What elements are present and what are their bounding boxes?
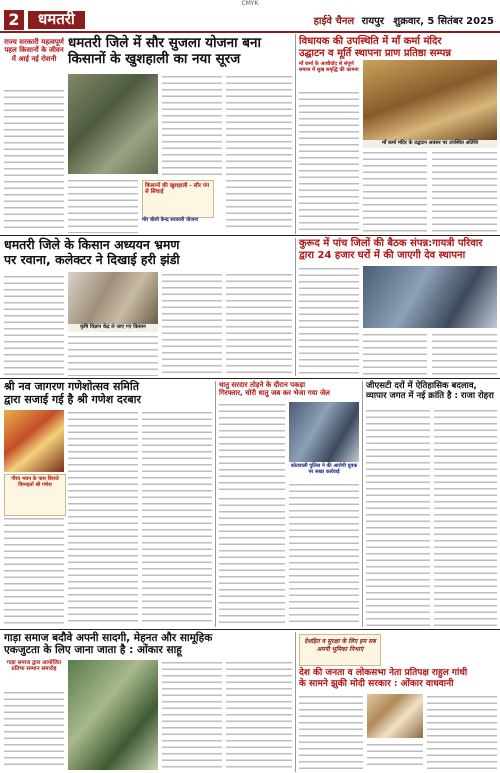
- column-divider: [295, 238, 296, 376]
- story2-headline-line2: उद्घाटन व मूर्ति स्थापना प्राण प्रतिष्ठा सम्पन्न: [299, 47, 452, 59]
- story6-headline-line2: गिरफ्तार, चोरी धातु जब कर भेजा गया जेल: [219, 389, 330, 398]
- story5-body-col1: [4, 516, 64, 626]
- story9-photo: [367, 694, 423, 738]
- story5-caption-box: [4, 474, 66, 516]
- story5-body-col3: [142, 410, 212, 626]
- story6-photo: [289, 402, 359, 462]
- story2-photo-caption: माँ कर्मा मंदिर के उद्घाटन अवसर पर उपस्थित अतिथि: [363, 140, 497, 148]
- issue-date: शुक्रवार, 5 सितंबर 2025: [393, 16, 494, 27]
- city-name: रायपुर: [361, 16, 384, 27]
- section-separator: [0, 378, 500, 379]
- story6-headline: [219, 381, 359, 398]
- story1-body-col4: [226, 74, 292, 232]
- channel-name: हाईवे चैनल: [313, 16, 355, 27]
- story5-photo: [4, 410, 64, 472]
- story4-headline-line2: द्वारा 24 हजार घरों में की जाएगी देव स्थापना: [299, 249, 466, 261]
- story3-headline-line2: पर रवाना, कलेक्टर ने दिखाई हरी झंडी: [4, 251, 180, 267]
- story8-body-col1: [4, 690, 64, 770]
- story5-headline-line2: द्वारा सजाई गई है श्री गणेश दरबार: [4, 392, 142, 406]
- story6-body-col2: [219, 496, 285, 626]
- story3-headline: [4, 238, 296, 268]
- story1-headline-line1: धमतरी जिले में सौर सुजला योजना बना: [68, 35, 261, 51]
- story3-body-col1: [4, 274, 64, 376]
- story5-headline: [4, 381, 214, 407]
- story9-body-col3: [427, 694, 497, 770]
- column-divider: [295, 34, 296, 234]
- story8-body-col3: [226, 660, 292, 770]
- story7-headline-line2: व्यापार जगत में नई क्रांति है : राजा रोहरा: [366, 391, 494, 402]
- story5-headline-line1: श्री नव जागरण गणेशोत्सव समिति: [4, 380, 139, 393]
- story9-headline-line2: के सामने झुकी मोदी सरकार : ओंकार वाधवानी: [299, 678, 454, 689]
- section-title: धमतरी: [28, 11, 85, 29]
- story8-quote: देशहित व सुरक्षा के लिए हम सब अपनी भूमिका निभाएं: [304, 638, 376, 653]
- story6-body-col1: [219, 402, 285, 492]
- story1-headline: [68, 36, 290, 68]
- story1-photo-caption: किसानों की खुशहाली - सौर पंप से सिंचाई: [145, 183, 210, 196]
- column-divider: [215, 381, 216, 627]
- story6-photo-caption: कोतवाली पुलिस ने की आरोपी युवक पर सख्त कार्रवाई: [290, 463, 358, 475]
- color-registration-mark: CMYK: [241, 0, 259, 7]
- story4-headline-line1: कुरूद में पांच जिलों की बैठक संपन्न:गायत्री परिवार: [299, 238, 483, 249]
- story1-body-col1: [4, 88, 64, 230]
- story3-photo-caption: कृषि विज्ञान केंद्र ले जाए गए किसान: [68, 324, 158, 332]
- story9-headline-line1: देश की जनता व लोकसभा नेता प्रतिपक्ष राहुल गांधी: [299, 668, 468, 678]
- story8-photo: [68, 660, 158, 770]
- column-divider: [362, 381, 363, 627]
- story2-headline: [299, 36, 497, 60]
- story1-body-col3: [162, 74, 222, 178]
- story4-headline: [299, 238, 497, 262]
- masthead-info: [314, 13, 494, 27]
- story2-body-col2: [363, 150, 427, 232]
- story8-kicker: गाड़ा समाज द्वारा आयोजित प्रतिभा सम्मान समारोह: [6, 660, 62, 673]
- story1-photo: [68, 74, 158, 174]
- story8-headline-line1: गाड़ा समाज बदौवे अपनी सादगी, मेहनत और सामूहिक: [4, 632, 213, 644]
- story2-bullets: माँ कर्मा के आशीर्वाद से संपूर्ण समाज में सुख समृद्धि की कामना: [299, 61, 359, 73]
- story7-body-col1: [366, 408, 430, 626]
- story3-body-col2: [68, 334, 158, 376]
- story5-caption: गौरव भवन के पास विराजे विघ्नहर्ता श्री गणेश: [11, 476, 59, 488]
- story5-body-col2: [68, 410, 138, 626]
- story2-headline-line1: विधायक की उपस्थिति में माँ कर्मा मंदिर: [299, 36, 442, 47]
- story3-body-col4: [226, 272, 292, 376]
- story4-body-col3: [432, 332, 497, 376]
- story7-headline-line1: जीएसटी दरों में ऐतिहासिक बदलाव,: [366, 381, 477, 391]
- story9-body-col1: [299, 694, 363, 770]
- story7-headline: [366, 381, 498, 401]
- story6-headline-line1: धातु सरदार तोड़ने के दौरान पकड़ा: [219, 381, 306, 389]
- story8-headline-line2: एकजुटता के लिए जाना जाता है : ओंकार साहू: [4, 644, 182, 657]
- page-number: 2: [4, 10, 24, 30]
- story2-body-col3: [432, 150, 497, 232]
- story1-caption-box: [142, 180, 214, 218]
- story8-quote-box: [299, 634, 381, 666]
- story4-photo: [363, 266, 497, 328]
- story7-body-col2: [434, 408, 497, 626]
- story3-photo: [68, 272, 158, 324]
- story1-body-col2: [68, 178, 138, 233]
- section-separator: [0, 629, 500, 630]
- story2-body-col1: [299, 90, 359, 232]
- story1-photo-sub: मोर बोलो केन्द्र सरकारी योजना: [142, 217, 199, 223]
- story4-body-col1: [299, 266, 359, 376]
- story1-kicker: राज्य सरकारी महत्वपूर्ण पहल किसानों के जीवन में आई नई रोशनी: [4, 38, 64, 63]
- story4-body-col2: [363, 332, 427, 376]
- story3-body-col3: [162, 272, 222, 376]
- section-separator: [0, 235, 500, 236]
- story6-body-col3: [289, 482, 359, 626]
- story9-body-col2: [367, 742, 423, 770]
- story8-body-col2: [162, 660, 222, 770]
- story9-headline: [299, 668, 497, 689]
- column-divider: [295, 632, 296, 772]
- story2-photo: [363, 60, 497, 140]
- story8-headline: [4, 632, 296, 657]
- story1-headline-line2: किसानों के खुशहाली का नया सूरज: [68, 50, 241, 67]
- story3-headline-line1: धमतरी जिले के किसान अध्ययन भ्रमण: [4, 237, 180, 252]
